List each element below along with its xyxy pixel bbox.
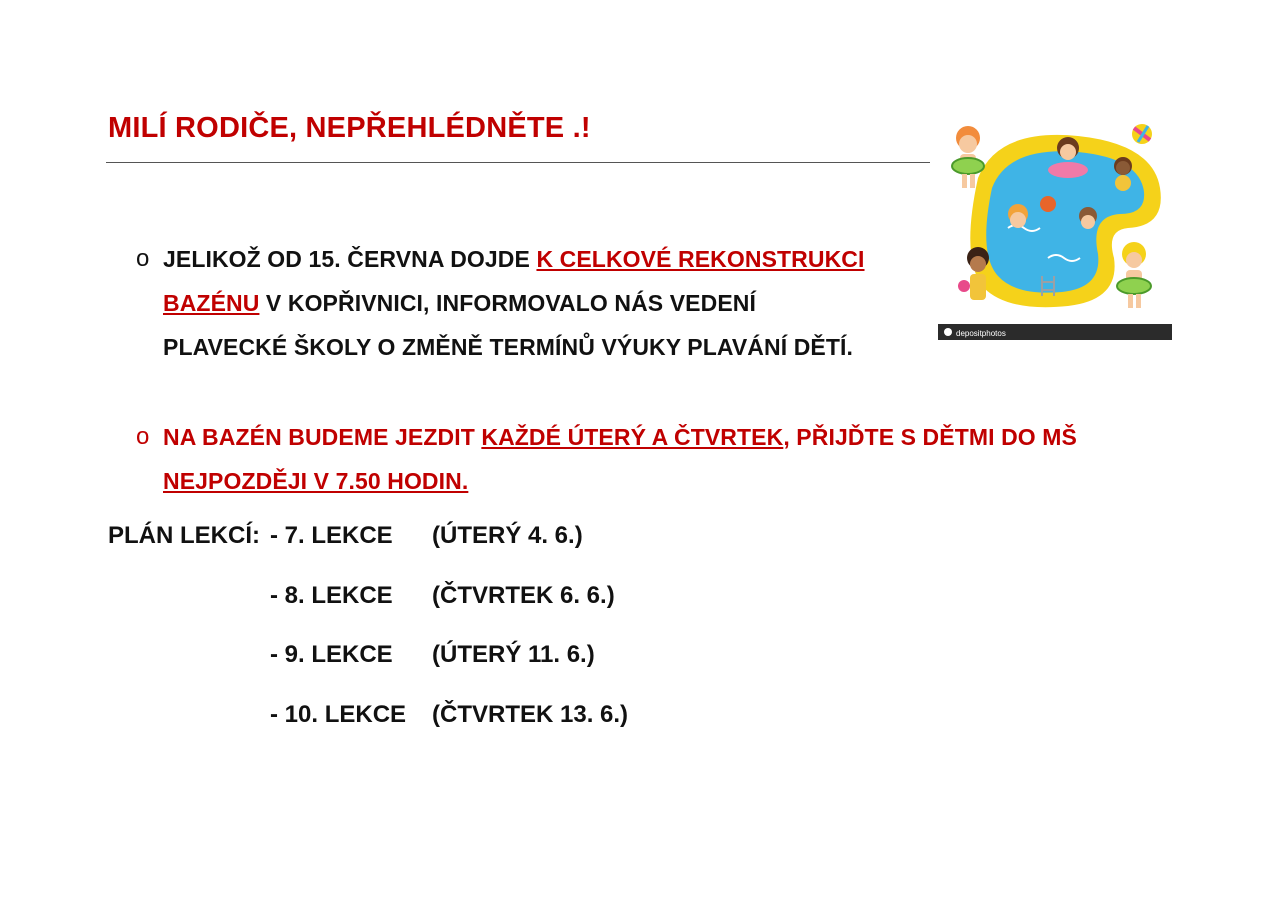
title-divider (106, 162, 930, 163)
lesson-row: - 10. LEKCE (ČTVRTEK 13. 6.) (270, 701, 629, 728)
days-highlight: KAŽDÉ ÚTERÝ A ČTVRTEK (481, 424, 784, 450)
pool-children-illustration (938, 108, 1172, 340)
lesson-row: - 8. LEKCE (ČTVRTEK 6. 6.) (270, 582, 615, 609)
reconstruction-highlight: K CELKOVÉ REKONSTRUKCI (536, 246, 865, 272)
page-title: MILÍ RODIČE, NEPŘEHLÉDNĚTE .! (108, 112, 591, 144)
time-highlight: NEJPOZDĚJI V 7.50 HODIN. (163, 468, 469, 494)
lesson-row: - 7. LEKCE (ÚTERÝ 4. 6.) (270, 522, 583, 549)
bullet-marker: o (136, 423, 150, 450)
watermark-text: depositphotos (956, 329, 1006, 338)
lesson-plan-label: PLÁN LEKCÍ: (108, 522, 260, 549)
pool-highlight: BAZÉNU (163, 290, 260, 316)
bullet-item-reconstruction: o JELIKOŽ OD 15. ČERVNA DOJDE K CELKOVÉ REKONSTRUKCI BAZÉNU V KOPŘIVNICI, INFORMOVALO NÁS VEDENÍ PLAVECKÉ ŠKOLY O ZMĚNĚ TERMÍNŮ VÝUKY PLAVÁNÍ DĚTÍ. (163, 237, 943, 369)
bullet-marker: o (136, 245, 150, 272)
lesson-row: - 9. LEKCE (ÚTERÝ 11. 6.) (270, 641, 595, 668)
bullet-item-schedule: o NA BAZÉN BUDEME JEZDIT KAŽDÉ ÚTERÝ A ČTVRTEK, PŘIJĎTE S DĚTMI DO MŠ NEJPOZDĚJI V 7.50 HODIN. (163, 415, 1173, 503)
